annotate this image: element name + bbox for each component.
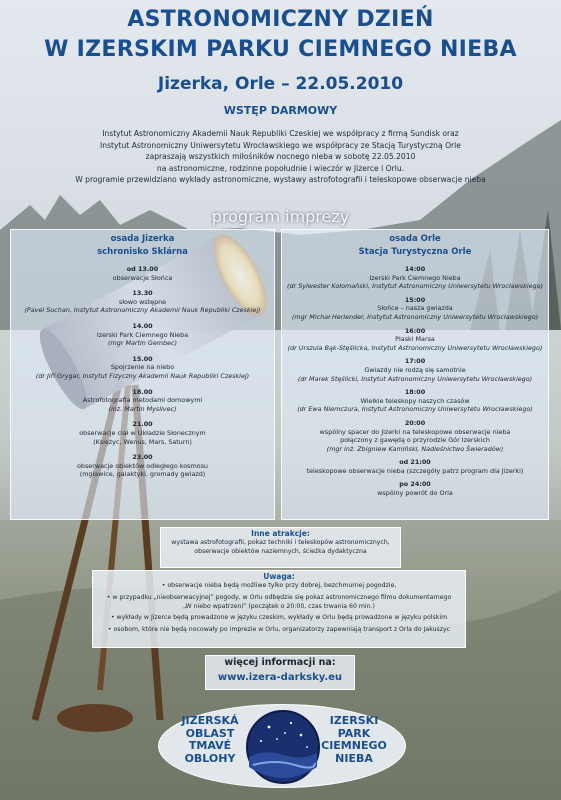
program-event <box>11 322 274 348</box>
remarks-line: • wykłady w Jizerce będą prowadzone w języku czeskim, wykłady w Orlu będą prowadzone w języku polskim <box>110 614 448 622</box>
event-title: teleskopowe obserwacje nieba (szczegóły patrz program dla Jizerki) <box>306 466 524 475</box>
event-time: 21.00 <box>132 420 153 429</box>
intro-line: W programie przewidziano wykłady astronomiczne, wystawy astrofotografii i teleskopowe obserwacje nieba <box>75 175 486 185</box>
remarks-box <box>92 570 466 648</box>
event-title: wspólny spacer do Jizerki na teleskopowe obserwacje nieba <box>319 427 511 436</box>
intro-line: zapraszają wszystkich miłośników nocnego nieba w sobotę 22.05.2010 <box>145 152 416 162</box>
column-head-venue: Stacja Turystyczna Orle <box>358 247 472 257</box>
remarks-line: • osobom, które nie będą nocowały po imprezie w Orlu, organizatorzy zapewniają transport z Orla do Jakuszyc <box>107 626 451 634</box>
event-time: od 21:00 <box>399 458 431 467</box>
event-time: 13.30 <box>132 289 153 298</box>
event-time: 15:00 <box>404 295 426 304</box>
program-event <box>282 388 548 414</box>
program-event <box>282 296 548 322</box>
intro-line: na astronomiczne, rodzinne popołudnie i wieczór w Jizerce i Orlu. <box>156 163 405 173</box>
logo-word: OBLAST <box>185 726 235 740</box>
intro-text <box>20 128 541 186</box>
event-speaker: (Pavel Suchan, Instytut Astronomiczny Akademii Nauk Republiki Czeskiej) <box>24 306 261 315</box>
event-speaker: (dr Ewa Niemczura, Instytut Astronomiczny Uniwersytetu Wrocławskiego) <box>297 405 533 414</box>
event-time: 16:00 <box>404 326 426 335</box>
event-speaker: (dr Sylwester Kołomański, Instytut Astronomiczny Uniwersytetu Wrocławskiego) <box>286 282 544 291</box>
column-head-place: osada Orle <box>389 234 441 244</box>
logo-word: PARK <box>337 726 371 740</box>
event-time: 14:00 <box>404 265 426 273</box>
admission-note: WSTĘP DARMOWY <box>223 104 338 117</box>
intro-line: Instytut Astronomiczny Uniwersytetu Wrocławskiego we współpracy ze Stacją Turystyczną Orle <box>100 140 461 150</box>
event-time: 23.00 <box>132 453 153 462</box>
event-title: obserwacje ciał w Układzie Słonecznym <box>79 428 206 437</box>
event-title: Spojrzenie na niebo <box>110 363 175 372</box>
event-time: 14.00 <box>132 321 153 330</box>
event-speaker: (mgr inż. Zbigniew Kamiński, Nadleśnictwo Świeradów) <box>326 444 504 453</box>
other-attractions-line: obserwacje obiektów naziemnych, ścieżka dydaktyczna <box>194 547 367 555</box>
park-logo <box>158 704 406 788</box>
program-event <box>282 480 548 497</box>
event-title: obserwacje Słońca <box>112 273 173 282</box>
place-date: Jizerka, Orle – 22.05.2010 <box>157 74 404 94</box>
program-event <box>282 419 548 453</box>
logo-word: JIZERSKÁ <box>181 714 239 727</box>
program-event <box>282 265 548 291</box>
program-heading: program imprezy <box>211 207 350 226</box>
event-time: 20:00 <box>404 418 426 427</box>
event-title: wspólny powrót do Orla <box>377 489 453 498</box>
event-time: 17:00 <box>404 357 426 366</box>
event-time: od 13.00 <box>126 265 159 273</box>
logo-word: TMAVÉ <box>188 739 232 752</box>
event-time: 15.00 <box>132 354 153 363</box>
other-attractions-line: wystawa astrofotografii, pokaz techniki i teleskopów astronomicznych, <box>171 539 390 546</box>
event-detail: połączony z gawędą o przyrodzie Gór Izerskich <box>340 436 490 445</box>
title-line2: W IZERSKIM PARKU CIEMNEGO NIEBA <box>44 37 517 62</box>
event-title: Izerski Park Ciemnego Nieba <box>96 330 189 339</box>
event-title: słowo wstępne <box>118 297 167 306</box>
remarks-line: • w przypadku „nieobserwacyjnej” pogody, w Orlu odbędzie się pokaz astronomicznego filmu dokumentarnego <box>106 593 452 601</box>
intro-line: Instytut Astronomiczny Akademii Nauk Republiki Czeskiej we współpracy z firmą Sundisk oraz <box>102 129 459 138</box>
event-speaker: (dr Marek Stęślicki, Instytut Astronomiczny Uniwersytetu Wrocławskiego) <box>297 374 533 383</box>
program-event <box>282 327 548 353</box>
column-head-place: osada Jizerka <box>110 234 175 244</box>
program-column-jizerka <box>10 229 275 520</box>
program-event <box>11 420 274 446</box>
logo-word: OBLOHY <box>184 751 236 765</box>
event-speaker: (mgr Michał Herlender, Instytut Astronomiczny Uniwersytetu Wrocławskiego) <box>291 312 539 321</box>
event-title: obserwacje obiektów odległego kosmosu <box>76 461 208 470</box>
logo-text-polish <box>309 715 399 765</box>
website-link[interactable]: www.izera-darksky.eu <box>217 672 343 683</box>
logo-text-czech <box>165 715 255 765</box>
event-title: Słońce – nasza gwiazda <box>377 304 453 313</box>
logo-word: NIEBA <box>335 751 373 765</box>
event-title: Plaski Marsa <box>395 335 435 344</box>
program-event <box>11 453 274 479</box>
event-speaker: (inż. Martin Myslivec) <box>108 404 177 413</box>
event-speaker: (dr Jiří Grygar, Instytut Fizyczny Akademii Nauk Republiki Czeskiej) <box>35 371 250 380</box>
event-speaker: (dr Urszula Bąk-Stęślicka, Instytut Astronomiczny Uniwersytetu Wrocławskiego) <box>287 343 543 352</box>
event-title: Astrofotografia metodami domowymi <box>82 396 203 405</box>
other-attractions-box <box>160 527 401 568</box>
program-event <box>282 357 548 383</box>
program-event <box>11 265 274 282</box>
event-title: Gwiazdy nie rodzą się samotnie <box>364 365 466 374</box>
event-title: Wielkie teleskopy naszych czasów <box>360 396 470 405</box>
more-info-box <box>205 655 355 690</box>
remarks-line: „W niebo wpatrzeni” (początek o 20:00, czas trwania 60 min.) <box>183 602 375 610</box>
event-speaker: (mgr Martin Gembec) <box>108 339 177 348</box>
program-event <box>282 458 548 475</box>
logo-word: CIEMNEGO <box>321 739 387 752</box>
logo-word: IZERSKI <box>329 714 379 727</box>
event-time: 18.00 <box>132 387 153 396</box>
event-detail: (mgławice, galaktyki, gromady gwiazd) <box>79 470 206 479</box>
program-event <box>11 388 274 414</box>
column-head-venue: schronisko Sklárna <box>97 247 188 257</box>
program-column-orle <box>281 229 549 520</box>
event-time: po 24:00 <box>399 480 431 489</box>
remarks-heading: Uwaga: <box>263 572 295 581</box>
title-line1: ASTRONOMICZNY DZIEŃ <box>127 7 434 32</box>
event-detail: (Księżyc, Wenus, Mars, Saturn) <box>93 437 192 446</box>
event-title: Izerski Park Ciemnego Nieba <box>369 273 461 282</box>
remarks-line: • obserwacje nieba będą możliwe tylko przy dobrej, bezchmurnej pogodzie, <box>161 582 397 589</box>
program-event <box>11 289 274 315</box>
event-time: 18:00 <box>404 388 426 397</box>
other-attractions-heading: Inne atrakcje: <box>251 529 310 538</box>
program-event <box>11 355 274 381</box>
more-info-label: więcej informacji na: <box>224 657 336 668</box>
